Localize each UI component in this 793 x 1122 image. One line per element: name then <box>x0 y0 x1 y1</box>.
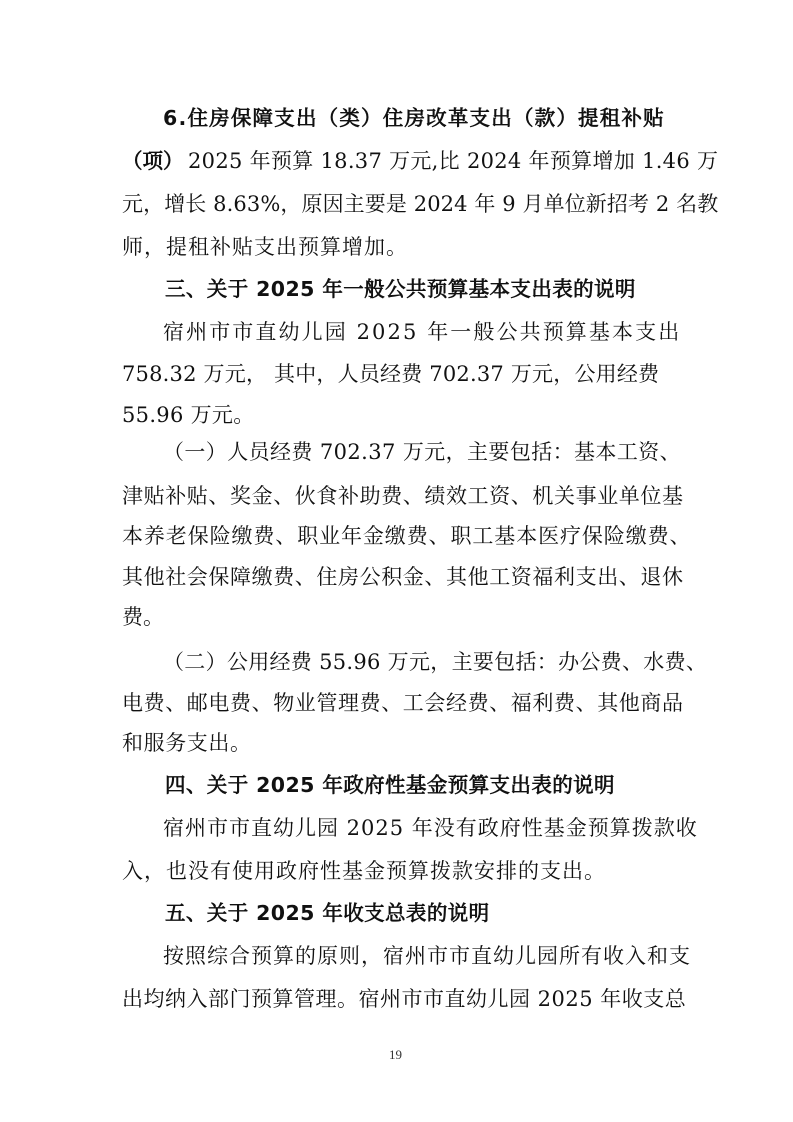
body-text-line: 津贴补贴、奖金、伙食补助费、绩效工资、机关事业单位基 <box>122 484 684 508</box>
body-text-line: 元，增长 8.63%，原因主要是 2024 年 9 月单位新招考 2 名教 <box>122 192 719 216</box>
body-text-line: 师，提租补贴支出预算增加。 <box>122 235 408 259</box>
body-text-line: 758.32 万元， 其中，人员经费 702.37 万元，公用经费 <box>122 362 660 386</box>
section-4-heading: 四、关于 2025 年政府性基金预算支出表的说明 <box>165 773 615 797</box>
body-text-line: 入，也没有使用政府性基金预算拨款安排的支出。 <box>122 859 606 883</box>
body-text-line: （一）人员经费 702.37 万元，主要包括：基本工资、 <box>163 440 682 464</box>
body-text-line: 宿州市市直幼儿园 2025 年没有政府性基金预算拨款收 <box>163 816 698 840</box>
body-text-line: 55.96 万元。 <box>122 403 255 427</box>
section-3-heading: 三、关于 2025 年一般公共预算基本支出表的说明 <box>165 277 636 301</box>
body-text-line: 电费、邮电费、物业管理费、工会经费、福利费、其他商品 <box>122 691 684 715</box>
body-text-line: （二）公用经费 55.96 万元，主要包括：办公费、水费、 <box>163 650 708 674</box>
body-text-line: 出均纳入部门预算管理。宿州市市直幼儿园 2025 年收支总 <box>122 987 687 1011</box>
body-text-line: 2025 年预算 18.37 万元,比 2024 年预算增加 1.46 万 <box>188 149 719 173</box>
body-text-line: 费。 <box>122 605 164 629</box>
body-text-line: 宿州市市直幼儿园 2025 年一般公共预算基本支出 <box>163 320 682 344</box>
page-number: 19 <box>389 1047 402 1062</box>
body-text-line: 和服务支出。 <box>122 731 252 755</box>
item-6-heading: 6.住房保障支出（类）住房改革支出（款）提租补贴 <box>163 106 665 130</box>
body-text-line: 本养老保险缴费、职业年金缴费、职工基本医疗保险缴费、 <box>122 524 692 548</box>
section-5-heading: 五、关于 2025 年收支总表的说明 <box>165 901 490 925</box>
body-text-line: 按照综合预算的原则，宿州市市直幼儿园所有收入和支 <box>163 944 691 968</box>
item-6-heading-cont: （项） <box>122 149 184 173</box>
body-text-line: 其他社会保障缴费、住房公积金、其他工资福利支出、退休 <box>122 565 684 589</box>
